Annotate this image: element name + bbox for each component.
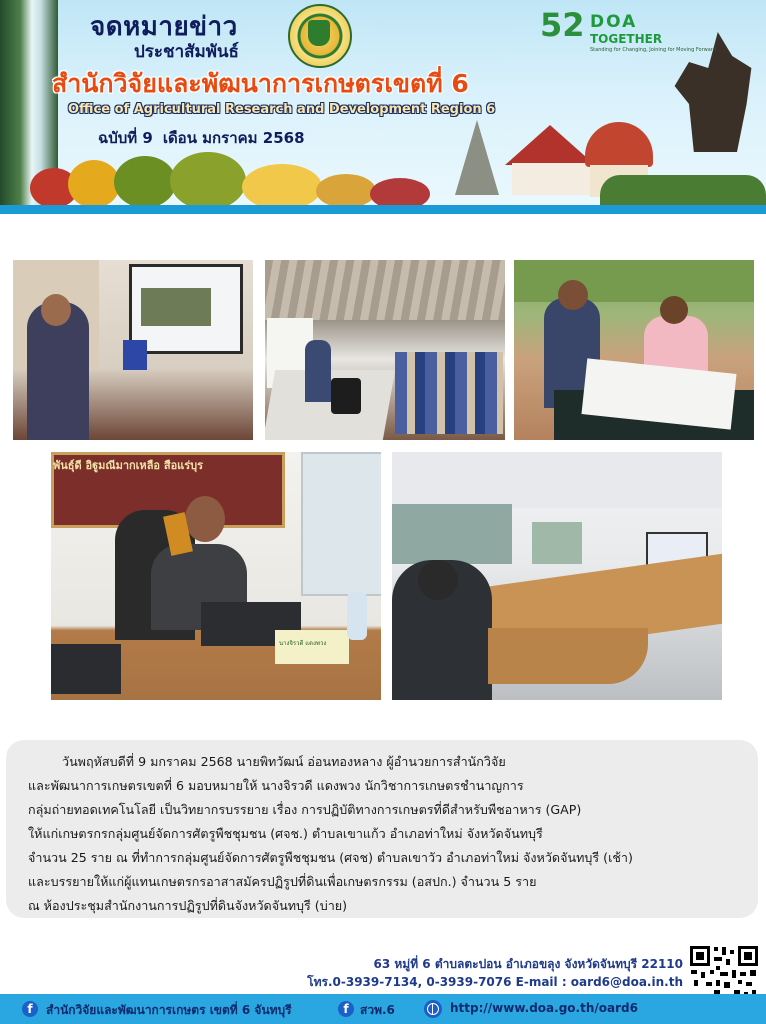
issue-month: เดือน มกราคม 2568 [162,129,305,147]
office-name-thai: สำนักวิจัยและพัฒนาการเกษตรเขตที่ 6 [52,69,469,98]
article-line-4: ให้แก่เกษตรกรกลุ่มศูนย์จัดการศัตรูพืชชุมชน (ศจช.) ตำบลเขาแก้ว อำเภอท่าใหม่ จังหวัดจันทบุรี [28,826,543,841]
doa-anniversary-number: 52 [540,6,585,44]
temple-body [512,163,590,195]
doa-together-logo [540,6,716,56]
article-body [28,750,742,918]
photo-speaker-presentation [13,260,253,440]
article-line-1: วันพฤหัสบดีที่ 9 มกราคม 2568 นายพิทวัฒน์ อ่อนทองหลาง ผู้อำนวยการสำนักวิจัย [62,754,506,769]
facebook-page-link[interactable]: สำนักวิจัยและพัฒนาการเกษตร เขตที่ 6 จันทบุรี [46,1003,292,1017]
office-address: 63 หมู่ที่ 6 ตำบลตะปอน อำเภอขลุง จังหวัดจันทบุรี 22110 [373,957,683,971]
fruit-illustration [30,150,450,205]
issue-info [98,126,315,150]
article-line-2: และพัฒนาการเกษตรเขตที่ 6 มอบหมายให้ นางจิรวดี แดงพวง นักวิชาการเกษตรชำนาญการ [28,778,524,793]
facebook-short-link[interactable]: สวพ.6 [360,1003,395,1017]
facebook-icon[interactable]: f [22,1001,38,1017]
photo-field-documents [514,260,754,440]
trees-illustration [600,175,766,205]
name-plate: นางจิรวดี แดงพวง [279,640,327,647]
doa-tagline: TOGETHER [590,32,663,46]
office-name-english: Office of Agricultural Research and Development Region 6 [68,102,496,117]
pavilion-illustration [585,122,653,167]
office-contact[interactable]: โทร.0-3939-7134, 0-3939-7076 E-mail : oard6@doa.in.th [307,975,683,989]
newsletter-title: จดหมายข่าว [90,12,238,42]
article-line-7: ณ ห้องประชุมสำนักงานการปฏิรูปที่ดินจังหวัดจันทบุรี (บ่าย) [28,898,348,913]
photo-banner-text: พันธุ์ดี อิฐูมณีมากเหลือ สือแร่บุร [53,459,204,472]
article-line-3: กลุ่มถ่ายทอดเทคโนโลยี เป็นวิทยากรบรรยาย เรื่อง การปฏิบัติทางการเกษตรที่ดีสำหรับพืชอาหาร (GAP) [28,802,582,817]
globe-icon[interactable] [424,1000,442,1018]
article-line-5: จำนวน 25 ราย ณ ที่ทำการกลุ่มศูนย์จัดการศัตรูพืชชุมชน (ศจช) ตำบลเขาวัว อำเภอท่าใหม่ จังหวัดจันทบุรี (เช้า) [28,850,633,865]
doa-seal-logo [288,4,352,68]
website-link[interactable]: http://www.doa.go.th/oard6 [450,1001,638,1015]
article-box [6,740,758,918]
photo-officer-meeting [51,452,381,700]
header-banner [0,0,766,205]
temple-illustration [505,125,595,165]
banner-stripe [0,205,766,214]
photo-meeting-room [392,452,722,700]
photo-pavilion-training [265,260,505,440]
chedi-illustration [455,120,499,195]
facebook-icon[interactable]: f [338,1001,354,1017]
doa-slogan: Standing for Changing, Joining for Moving Forward [590,47,716,53]
issue-number: ฉบับที่ 9 [98,129,153,147]
doa-word: DOA [590,12,638,32]
newsletter-subtitle: ประชาสัมพันธ์ [134,42,239,62]
article-line-6: และบรรยายให้แก่ผู้แทนเกษตรกรอาสาสมัครปฏิรูปที่ดินเพื่อเกษตรกรรม (อสปก.) จำนวน 5 ราย [28,874,537,889]
